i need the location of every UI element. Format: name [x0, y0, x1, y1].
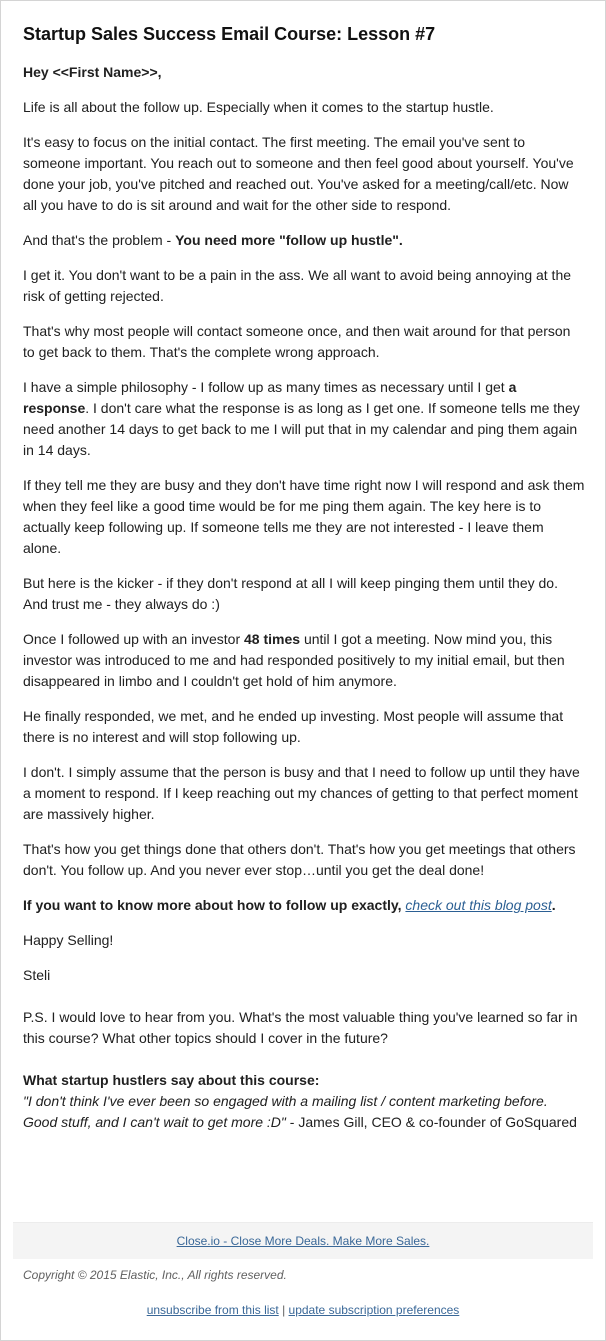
copyright: Copyright © 2015 Elastic, Inc., All rights reserved.	[23, 1268, 287, 1282]
paragraph-1: Life is all about the follow up. Especially when it comes to the startup hustle.	[23, 99, 494, 115]
paragraph-3	[23, 230, 585, 251]
postscript: P.S. I would love to hear from you. What's the most valuable thing you've learned so far in this course? What other topics should I cover in the future?	[23, 1009, 578, 1046]
paragraph-3-text: And that's the problem -	[23, 232, 176, 248]
paragraph-9	[23, 629, 585, 692]
paragraph-9-text-a: Once I followed up with an investor	[23, 631, 245, 647]
paragraph-3-emphasis: You need more "follow up hustle".	[175, 232, 403, 248]
paragraph-12: That's how you get things done that others don't. That's how you get meetings that others don't. You follow up. And you never ever stop…until you get the deal done!	[23, 841, 576, 878]
email-title: Startup Sales Success Email Course: Lesson #7	[23, 24, 436, 44]
greeting: Hey <<First Name>>,	[23, 64, 162, 80]
paragraph-5: That's why most people will contact someone once, and then wait around for that person to get back to them. That's the complete wrong approach.	[23, 323, 571, 360]
paragraph-10: He finally responded, we met, and he ended up investing. Most people will assume that there is no interest and will stop following up.	[23, 708, 564, 745]
unsubscribe-link[interactable]: unsubscribe from this list	[146, 1303, 279, 1317]
paragraph-6	[23, 377, 585, 461]
cta-text: If you want to know more about how to follow up exactly,	[23, 897, 406, 913]
testimonial-author: - James Gill, CEO & co-founder of GoSquared	[285, 1114, 577, 1130]
brand-link[interactable]: Close.io - Close More Deals. Make More Sales.	[176, 1234, 430, 1248]
blog-post-link[interactable]: check out this blog post	[405, 897, 552, 913]
footer-banner	[13, 1222, 593, 1259]
paragraph-6-text-b: . I don't care what the response is as long as I get one. If someone tells me they need another 14 days to get back to me I will put that in my calendar and ping them again in 14 days.	[23, 400, 580, 458]
paragraph-2: It's easy to focus on the initial contact. The first meeting. The email you've sent to someone important. You reach out to someone and then feel good about yourself. You've done your job, you've pitched and reached out. You've asked for a meeting/call/etc. Now all you have to do is sit around and wait for the other side to respond.	[23, 134, 574, 213]
link-separator: |	[278, 1303, 289, 1317]
paragraph-9-emphasis: 48 times	[244, 631, 301, 647]
call-to-action	[23, 895, 585, 916]
footer-links	[0, 1301, 606, 1319]
paragraph-8: But here is the kicker - if they don't respond at all I will keep pinging them until they do. And trust me - they always do :)	[23, 575, 558, 612]
testimonial-body	[23, 1091, 585, 1133]
paragraph-6-emphasis: a response	[23, 379, 517, 416]
paragraph-9-text-b: until I got a meeting. Now mind you, this investor was introduced to me and had responded positively to my initial email, but then disappeared in limbo and I couldn't get hold of him anymore.	[23, 631, 565, 689]
testimonial-quote: "I don't think I've ever been so engaged with a mailing list / content marketing before. Good stuff, and I can't wait to get more :D"	[23, 1093, 548, 1130]
email-body	[23, 22, 585, 1133]
paragraph-11: I don't. I simply assume that the person is busy and that I need to follow up until they have a moment to respond. If I keep reaching out my chances of getting to that perfect moment are massively higher.	[23, 764, 580, 822]
signature: Steli	[23, 967, 51, 983]
preferences-link[interactable]: update subscription preferences	[288, 1303, 460, 1317]
signoff: Happy Selling!	[23, 932, 114, 948]
paragraph-7: If they tell me they are busy and they don't have time right now I will respond and ask them when they feel like a good time would be for me ping them again. The key here is to actually keep following up. If someone tells me they are not interested - I leave them alone.	[23, 477, 585, 556]
paragraph-6-text-a: I have a simple philosophy - I follow up as many times as necessary until I get	[23, 379, 509, 395]
paragraph-4: I get it. You don't want to be a pain in the ass. We all want to avoid being annoying at the risk of getting rejected.	[23, 267, 572, 304]
cta-end: .	[551, 897, 556, 913]
testimonial-heading: What startup hustlers say about this course:	[23, 1072, 320, 1088]
testimonial	[23, 1070, 585, 1133]
